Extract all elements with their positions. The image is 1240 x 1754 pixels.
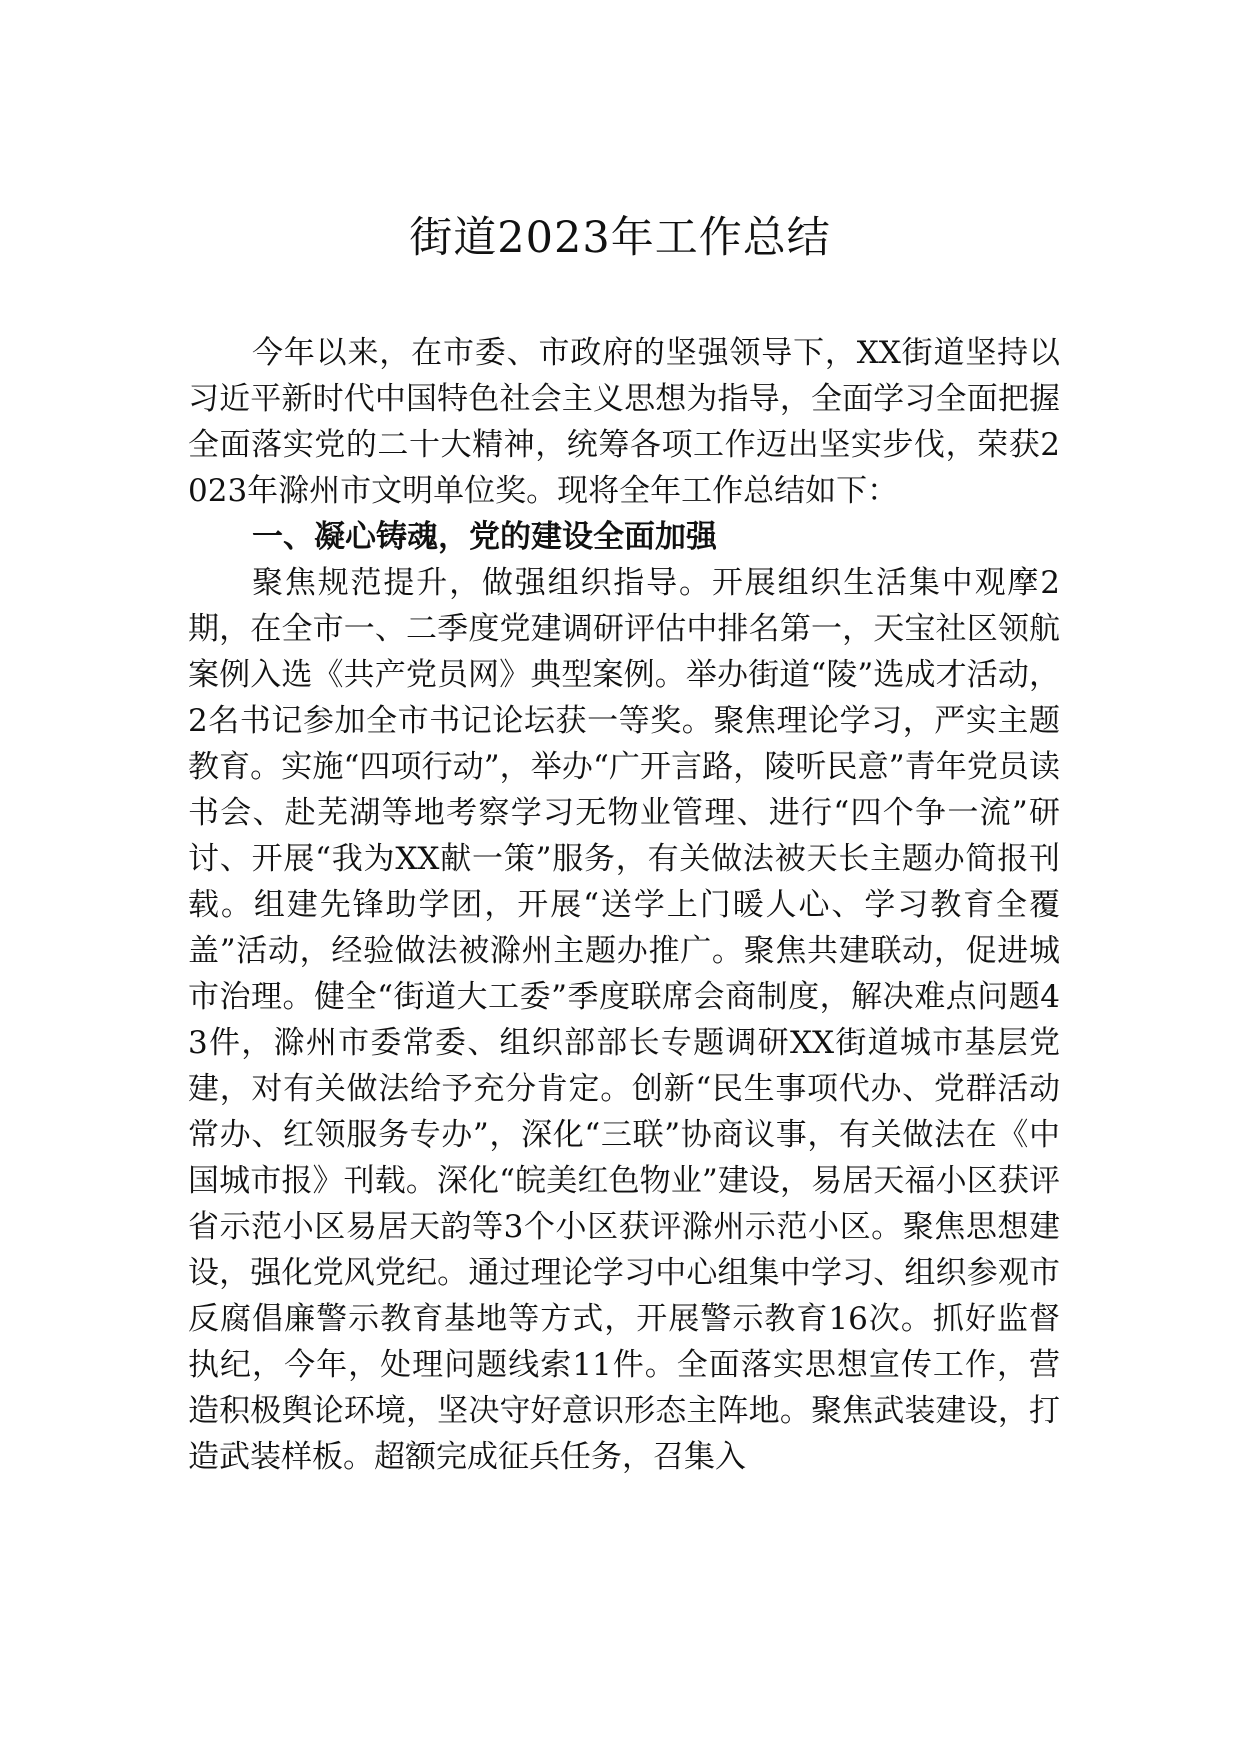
intro-paragraph: 今年以来，在市委、市政府的坚强领导下，XX街道坚持以习近平新时代中国特色社会主义思想为指导，全面学习全面把握全面落实党的二十大精神，统筹各项工作迈出坚实步伐，荣获2023年滁州市文明单位奖。现将全年工作总结如下： <box>188 335 1060 509</box>
section-1-paragraph: 聚焦规范提升，做强组织指导。开展组织生活集中观摩2期，在全市一、二季度党建调研评估中排名第一，天宝社区领航案例入选《共产党员网》典型案例。举办街道“陵”选成才活动，2名书记参加全市书记论坛获一等奖。聚焦理论学习，严实主题教育。实施“四项行动”，举办“广开言路，陵听民意”青年党员读书会、赴芜湖等地考察学习无物业管理、进行“四个争一流”研讨、开展“我为XX献一策”服务，有关做法被天长主题办简报刊载。组建先锋助学团，开展“送学上门暖人心、学习教育全覆盖”活动，经验做法被滁州主题办推广。聚焦共建联动，促进城市治理。健全“街道大工委”季度联席会商制度，解决难点问题43件，滁州市委常委、组织部部长专题调研XX街道城市基层党建，对有关做法给予充分肯定。创新“民生事项代办、党群活动常办、红领服务专办”，深化“三联”协商议事，有关做法在《中国城市报》刊载。深化“皖美红色物业”建设，易居天福小区获评省示范小区易居天韵等3个小区获评滁州示范小区。聚焦思想建设，强化党风党纪。通过理论学习中心组集中学习、组织参观市反腐倡廉警示教育基地等方式，开展警示教育16次。抓好监督执纪，今年，处理问题线索11件。全面落实思想宣传工作，营造积极舆论环境，坚决守好意识形态主阵地。聚焦武装建设，打造武装样板。超额完成征兵任务，召集入 <box>188 565 1060 1475</box>
section-1-heading: 一、凝心铸魂，党的建设全面加强 <box>252 519 717 555</box>
document-title: 街道2023年工作总结 <box>409 213 831 263</box>
document-body <box>188 330 1060 1480</box>
